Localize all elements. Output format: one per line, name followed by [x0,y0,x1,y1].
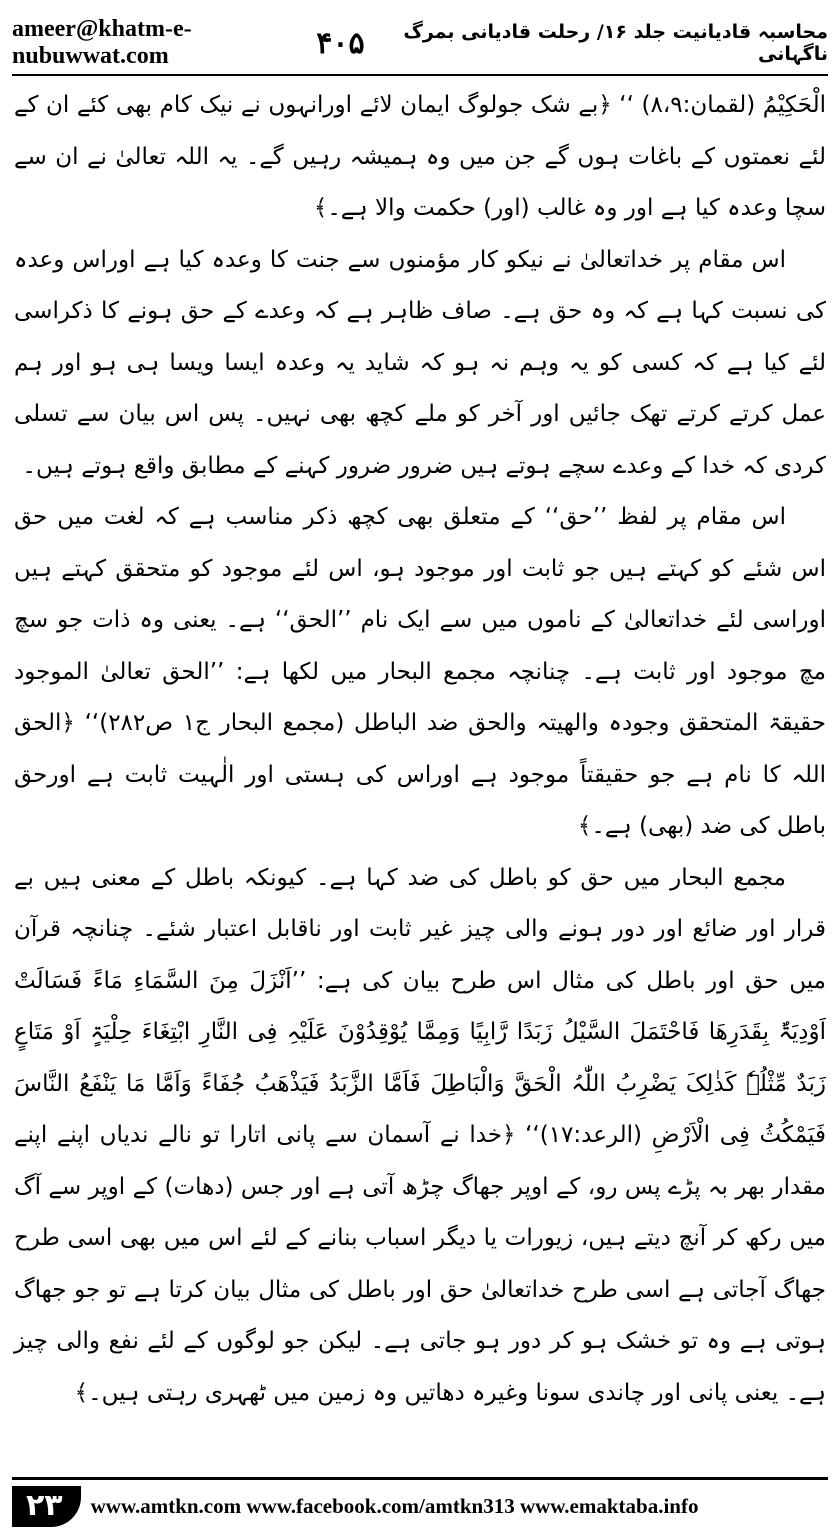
page-body [14,80,826,1458]
header-title-group [316,21,828,65]
paragraph-4: مجمع البحار میں حق کو باطل کی ضد کہا ہے۔ کیونکہ باطل کے معنی ہیں بے قرار اور ضائع اور دور ہونے والی چیز غیر ثابت اور ناقابل اعتبار شئے۔ چنانچہ قرآن میں حق اور باطل کی مثال اس طرح بیان کی ہے: ’’اَنْزَلَ مِنَ السَّمَاءِ مَاءً فَسَالَتْ اَوْدِیَۃٌ بِقَدَرِھَا فَاحْتَمَلَ السَّیْلُ زَبَدًا رَّابِیًا وَمِمَّا یُوْقِدُوْنَ عَلَیْہِ فِی النَّارِ ابْتِغَاءَ حِلْیَۃٍ اَوْ مَتَاعٍ زَبَدٌ مِّثْلُہٗ کَذٰلِکَ یَضْرِبُ اللّٰہُ الْحَقَّ وَالْبَاطِلَ فَاَمَّا الزَّبَدُ فَیَذْھَبُ جُفَاءً وَاَمَّا مَا یَنْفَعُ النَّاسَ فَیَمْکُثُ فِی الْاَرْضِ (الرعد:۱۷)‘‘ ﴿خدا نے آسمان سے پانی اتارا تو نالے ندیاں اپنے اپنے مقدار بھر بہ پڑے پس رو، کے اوپر جھاگ چڑھ آتی ہے اور جس (دھات) کے اوپر سے آگ میں رکھ کر آنچ دیتے ہیں، زیورات یا دیگر اسباب بنانے کے لئے اس میں بھی اسی طرح جھاگ آجاتی ہے اسی طرح خداتعالیٰ حق اور باطل کی مثال بیان کرتا ہے تو جو جھاگ ہوتی ہے وہ تو خشک ہو کر دور ہو جاتی ہے۔ لیکن جو لوگوں کے لئے نفع والی چیز ہے۔ یعنی پانی اور چاندی سونا وغیرہ دھاتیں وہ زمین میں ٹھہری رہتی ہیں۔﴾ [14,864,826,1406]
header-email: ameer@khatm-e-nubuwwat.com [12,16,192,69]
paragraph-2: اس مقام پر خداتعالیٰ نے نیکو کار مؤمنوں سے جنت کا وعدہ کیا ہے اوراس وعدہ کی نسبت کہا ہے کہ وہ حق ہے۔ صاف ظاہر ہے کہ وعدے کے حق ہونے کا ذکراسی لئے کیا ہے کہ کسی کو یہ وہم نہ ہو کہ شاید یہ وعدہ ایسا ویسا ہی ہو اور ہم عمل کرتے کرتے تھک جائیں اور آخر کو ملے کچھ بھی نہیں۔ پس اس بیان سے تسلی کردی کہ خدا کے وعدے سچے ہوتے ہیں ضرور ضرور کہنے کے مطابق واقع ہوتے ہیں۔ [14,246,826,479]
book-title: محاسبہ قادیانیت جلد ۱۶/ رحلت قادیانی بمرگ ناگہانی [403,21,828,65]
paragraph-1: الْحَکِیْمُ (لقمان:۸،۹) ‘‘ ﴿بے شک جولوگ ایمان لائے اورانہوں نے نیک کام بھی کئے ان کے لئے نعمتوں کے باغات ہوں گے جن میں وہ ہمیشہ رہیں گے۔ یہ اللہ تعالیٰ نے ان سے سچا وعدہ کیا ہے اور وہ غالب (اور) حکمت والا ہے۔﴾ [14,92,826,221]
page-header [12,12,828,76]
page-footer [12,1477,828,1532]
page-number: ۴۰۵ [316,25,365,61]
paragraph-3: اس مقام پر لفظ ’’حق‘‘ کے متعلق بھی کچھ ذکر مناسب ہے کہ لغت میں حق اس شئے کو کہتے ہیں جو ثابت اور موجود ہو، اس لئے موجود کو متحقق کہتے ہیں اوراسی لئے خداتعالیٰ کے ناموں میں سے ایک نام ’’الحق‘‘ ہے۔ یعنی وہ ذات جو سچ مچ موجود اور ثابت ہے۔ چنانچہ مجمع البحار میں لکھا ہے: ’’الحق تعالیٰ الموجود حقیقۃ المتحقق وجودہ والھیتہ والحق ضد الباطل (مجمع البحار ج۱ ص۲۸۲)‘‘ ﴿الحق اللہ کا نام ہے جو حقیقتاً موجود ہے اوراس کی ہستی اور الٰہیت ثابت ہے اورحق باطل کی ضد (بھی) ہے۔﴾ [14,504,827,839]
footer-links[interactable]: www.amtkn.com www.facebook.com/amtkn313 www.emaktaba.info [90,1493,699,1518]
footer-page-number: ۲۳ [12,1486,81,1527]
